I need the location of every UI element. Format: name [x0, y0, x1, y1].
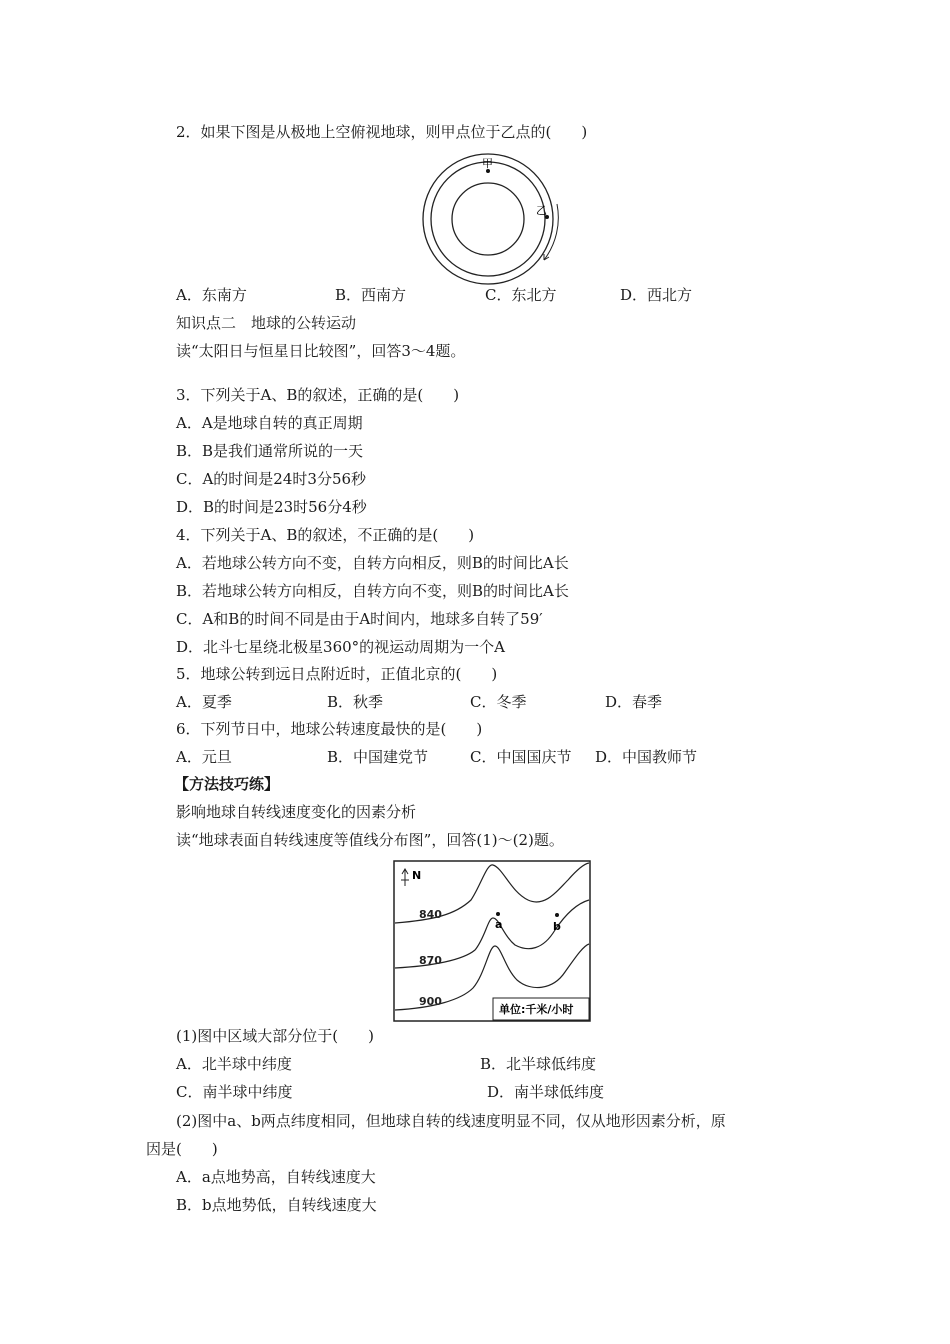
sq2-stem-line2: 因是( )	[146, 1140, 218, 1158]
sq1-option-b: B．北半球低纬度	[480, 1055, 597, 1073]
north-label: N	[412, 869, 422, 882]
label-jia: 甲	[482, 157, 493, 170]
q6-stem: 6．下列节日中，地球公转速度最快的是( )	[176, 720, 483, 738]
q6-option-c: C．中国国庆节	[470, 748, 572, 766]
q5-option-c: C．冬季	[470, 693, 527, 711]
q3-option-c: C．A的时间是24时3分56秒	[176, 470, 367, 488]
q4-option-d: D．北斗七星绕北极星360°的视运动周期为一个A	[176, 638, 505, 656]
sq2-stem-line1: (2)图中a、b两点纬度相同，但地球自转的线速度明显不同，仅从地形因素分析，原	[176, 1112, 726, 1130]
q4-stem: 4．下列关于A、B的叙述，不正确的是( )	[176, 526, 475, 544]
sq1-option-d: D．南半球低纬度	[487, 1083, 605, 1101]
sq1-stem: (1)图中区域大部分位于( )	[176, 1027, 374, 1045]
middle-circle	[431, 162, 545, 276]
q4-option-c: C．A和B的时间不同是由于A时间内，地球多自转了59′	[176, 610, 543, 628]
sq1-option-c: C．南半球中纬度	[176, 1083, 293, 1101]
label-point-a: a	[495, 918, 503, 931]
q2-option-d: D．西北方	[620, 286, 693, 304]
q6-option-a: A．元旦	[176, 748, 232, 766]
sq2-option-a: A．a点地势高，自转线速度大	[176, 1168, 376, 1186]
label-point-b: b	[553, 920, 561, 933]
q3-option-d: D．B的时间是23时56分4秒	[176, 498, 367, 516]
q6-option-b: B．中国建党节	[327, 748, 429, 766]
q5-option-d: D．春季	[605, 693, 663, 711]
method-heading: 【方法技巧练】	[174, 775, 280, 793]
q5-option-b: B．秋季	[327, 693, 384, 711]
q3-option-b: B．B是我们通常所说的一天	[176, 442, 364, 460]
iso-label-840: 840	[419, 908, 442, 921]
label-yi: 乙	[536, 204, 547, 217]
q3-option-a: A．A是地球自转的真正周期	[176, 414, 363, 432]
polar-view-figure	[412, 150, 572, 290]
iso-label-870: 870	[419, 954, 442, 967]
point-a	[496, 912, 500, 916]
sq2-option-b: B．b点地势低，自转线速度大	[176, 1196, 377, 1214]
method-intro: 读“地球表面自转线速度等值线分布图”，回答(1)～(2)题。	[176, 831, 564, 849]
section2-title: 知识点二 地球的公转运动	[176, 314, 357, 332]
point-b	[555, 913, 559, 917]
isoline-map	[393, 860, 593, 1025]
inner-circle	[452, 183, 524, 255]
method-title: 影响地球自转线速度变化的因素分析	[176, 803, 417, 821]
q6-option-d: D．中国教师节	[595, 748, 698, 766]
iso-label-900: 900	[419, 995, 442, 1008]
q2-stem: 2．如果下图是从极地上空俯视地球，则甲点位于乙点的( )	[176, 123, 588, 141]
section2-intro: 读“太阳日与恒星日比较图”，回答3～4题。	[176, 342, 466, 360]
outer-circle	[423, 154, 553, 284]
q2-option-b: B．西南方	[335, 286, 407, 304]
q5-stem: 5．地球公转到远日点附近时，正值北京的( )	[176, 665, 498, 683]
q4-option-b: B．若地球公转方向相反，自转方向不变，则B的时间比A长	[176, 582, 569, 600]
q4-option-a: A．若地球公转方向不变，自转方向相反，则B的时间比A长	[176, 554, 569, 572]
q2-option-a: A．东南方	[176, 286, 247, 304]
sq1-option-a: A．北半球中纬度	[176, 1055, 292, 1073]
q3-stem: 3．下列关于A、B的叙述，正确的是( )	[176, 386, 460, 404]
q2-option-c: C．东北方	[485, 286, 557, 304]
unit-label: 单位:千米/小时	[499, 1003, 574, 1016]
q5-option-a: A．夏季	[176, 693, 232, 711]
